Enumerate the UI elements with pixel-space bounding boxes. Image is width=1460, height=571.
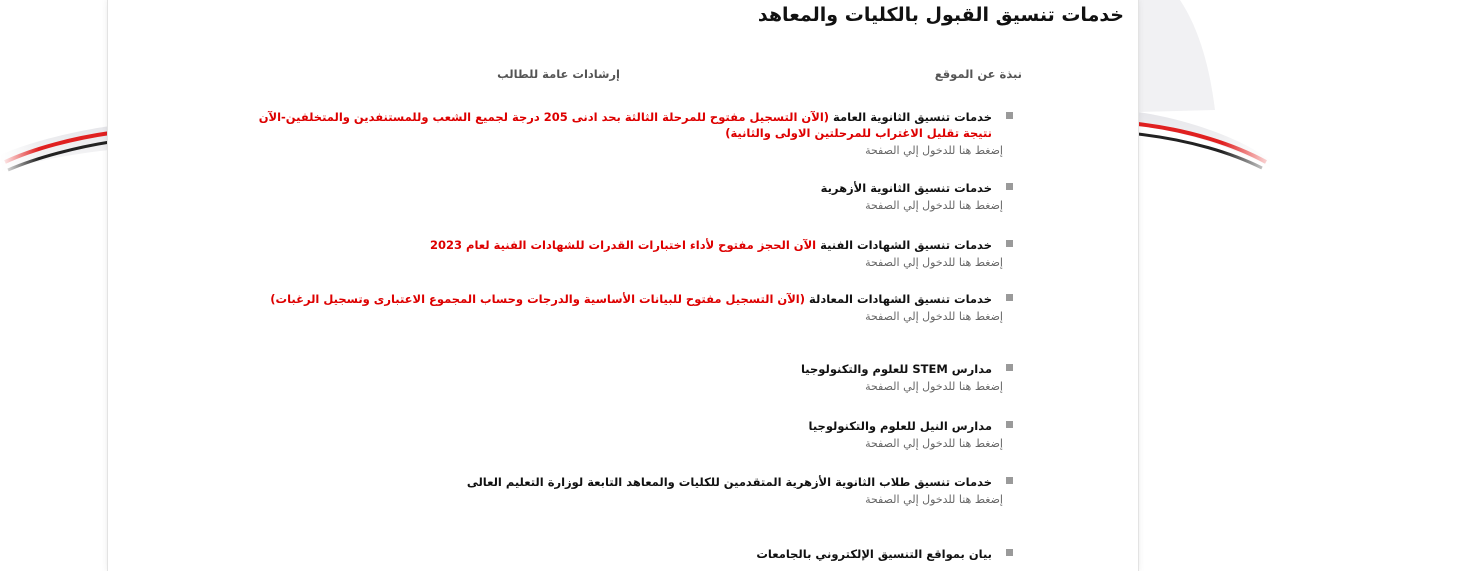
page-title: خدمات تنسيق القبول بالكليات والمعاهد [757,4,1124,26]
service-enter-link[interactable]: إضغط هنا للدخول إلي الصفحة [865,493,1003,506]
service-title[interactable]: بيان بمواقع التنسيق الإلكتروني بالجامعات [756,547,992,561]
square-bullet-icon [1006,477,1013,484]
service-notice: (الآن التسجيل مفتوح للمرحلة الثالثة بحد ادنى 205 درجة لجميع الشعب وللمستنفدين والمتخلفين-الآن نتيجة تقليل الاغتراب للمرحلتين الاولى والثانية) [258,110,992,140]
service-enter-link[interactable]: إضغط هنا للدخول إلي الصفحة [865,256,1003,269]
service-item-general-secondary [258,109,1022,158]
main-content-panel [107,0,1139,571]
service-item-nile-schools [258,418,1022,451]
service-enter-link[interactable]: إضغط هنا للدخول إلي الصفحة [865,380,1003,393]
square-bullet-icon [1006,112,1013,119]
service-title: مدارس STEM للعلوم والتكنولوجيا [800,362,992,376]
square-bullet-icon [1006,240,1013,247]
service-item-university-coordination-sites[interactable] [258,546,1022,562]
service-title: خدمات تنسيق الشهادات الفنية [820,238,992,252]
square-bullet-icon [1006,364,1013,371]
about-site-link[interactable]: نبذة عن الموقع [934,67,1022,81]
service-item-equivalent-certificates [258,291,1022,324]
service-item-stem-schools [258,361,1022,394]
service-title: خدمات تنسيق طلاب الثانوية الأزهرية المتقدمين للكليات والمعاهد التابعة لوزارة التعليم العالى [466,475,992,489]
square-bullet-icon [1006,294,1013,301]
service-enter-link[interactable]: إضغط هنا للدخول إلي الصفحة [865,310,1003,323]
service-item-azhar-to-higher-education [258,474,1022,507]
student-guidelines-link[interactable]: إرشادات عامة للطالب [497,67,620,81]
service-title: مدارس النيل للعلوم والتكنولوجيا [808,419,992,433]
service-enter-link[interactable]: إضغط هنا للدخول إلي الصفحة [865,144,1003,157]
service-notice: الآن الحجز مفتوح لأداء اختبارات القدرات للشهادات الفنية لعام 2023 [430,238,817,252]
service-enter-link[interactable]: إضغط هنا للدخول إلي الصفحة [865,199,1003,212]
service-title: خدمات تنسيق الثانوية العامة [833,110,992,124]
service-title: خدمات تنسيق الشهادات المعادلة [809,292,992,306]
service-title: خدمات تنسيق الثانوية الأزهرية [820,181,992,195]
square-bullet-icon [1006,549,1013,556]
service-item-azhar-secondary [258,180,1022,213]
square-bullet-icon [1006,183,1013,190]
service-notice: (الآن التسجيل مفتوح للبيانات الأساسية والدرجات وحساب المجموع الاعتبارى وتسجيل الرغبات) [270,292,806,306]
square-bullet-icon [1006,421,1013,428]
service-item-technical-certificates [258,237,1022,270]
service-enter-link[interactable]: إضغط هنا للدخول إلي الصفحة [865,437,1003,450]
